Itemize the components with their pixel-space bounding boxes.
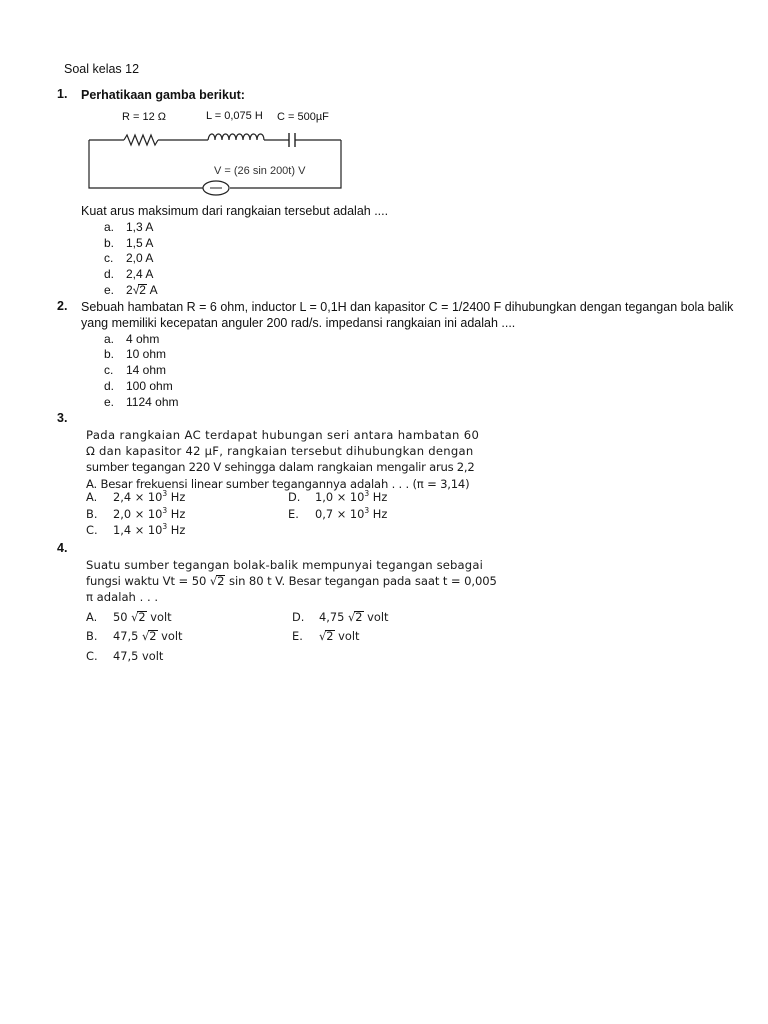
resistor-symbol	[124, 135, 158, 145]
sqrt-symbol: √	[209, 574, 218, 589]
capacitor-label: C = 500µF	[277, 111, 329, 123]
question-1-text: Kuat arus maksimum dari rangkaian tersebut adalah ....	[81, 204, 389, 218]
sqrt-symbol: √	[131, 610, 139, 624]
question-4-text: Suatu sumber tegangan bolak-balik mempunyai tegangan sebagai fungsi waktu Vt = 50 √2 sin 80 t V. Besar tegangan pada saat t = 0,005 π adalah . . .	[86, 558, 497, 605]
question-2-line-2: yang memiliki kecepatan anguler 200 rad/s. impedansi rangkaian ini adalah ....	[81, 316, 516, 330]
sqrt-symbol: √	[319, 629, 327, 643]
option-1d: d. 2,4 A	[104, 267, 154, 281]
question-3-text: Pada rangkaian AC terdapat hubungan seri antara hambatan 60 Ω dan kapasitor 42 µF, rangkaian tersebut dihubungkan dengan sumber tegangan 220 V sehingga dalam rangkaian mengalir arus 2,2 A. Besar frekuensi linear sumber tegangannya adalah . . . (π = 3,14)	[86, 428, 480, 491]
sqrt-symbol: √	[141, 629, 150, 643]
option-4a: A. 50 √2 volt	[86, 610, 172, 624]
page-header: Soal kelas 12	[64, 62, 140, 76]
question-4-number: 4.	[57, 541, 68, 555]
option-2b: b. 10 ohm	[104, 347, 167, 361]
option-3e: E. $0,7 \times 10^3$ Hz	[288, 506, 388, 521]
option-3d: D. $1,0 \times 10^3$ Hz	[288, 489, 388, 504]
option-4e: E. √2 volt	[292, 629, 360, 643]
sqrt-symbol: √	[132, 283, 140, 297]
circuit-diagram	[84, 104, 346, 198]
inductor-label: L = 0,075 H	[206, 110, 263, 122]
inductor-symbol	[208, 134, 264, 140]
question-3-number: 3.	[57, 411, 68, 425]
circuit-wire-left	[89, 140, 203, 188]
option-1e: e. 2√2 A	[104, 283, 158, 297]
option-2d: d. 100 ohm	[104, 379, 173, 393]
resistor-label: R = 12 Ω	[122, 111, 166, 123]
option-1b: b. 1,5 A	[104, 236, 154, 250]
option-4b: B. 47,5 √2 volt	[86, 629, 183, 643]
option-1a: a. 1,3 A	[104, 220, 154, 234]
voltage-label: V = (26 sin 200t) V	[214, 165, 306, 177]
question-1-title: Perhatikaan gamba berikut:	[81, 88, 245, 102]
sqrt-symbol: √	[347, 610, 356, 624]
option-2a: a. 4 ohm	[104, 332, 160, 346]
option-3b: B. $2,0 \times 10^3$ Hz	[86, 506, 186, 521]
circuit-wire-right	[230, 140, 341, 188]
option-3c: C. $1,4 \times 10^3$ Hz	[86, 522, 186, 537]
option-2e: e. 1124 ohm	[104, 395, 179, 409]
option-2c: c. 14 ohm	[104, 363, 167, 377]
option-4d: D. 4,75 √2 volt	[292, 610, 389, 624]
question-2-number: 2.	[57, 299, 68, 313]
option-1c: c. 2,0 A	[104, 251, 154, 265]
option-3a: A. $2,4 \times 10^3$ Hz	[86, 489, 186, 504]
option-4c: C. 47,5 volt	[86, 649, 164, 663]
question-1-number: 1.	[57, 87, 68, 101]
question-2-line-1: Sebuah hambatan R = 6 ohm, inductor L = 0,1H dan kapasitor C = 1/2400 F dihubungkan dengan tegangan bola balik	[81, 300, 734, 314]
